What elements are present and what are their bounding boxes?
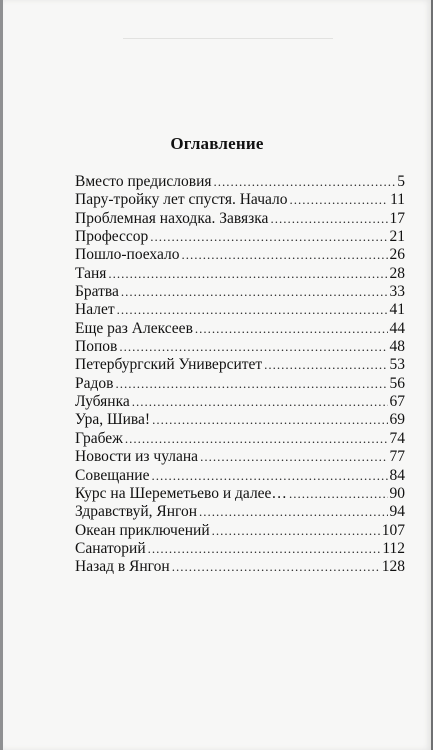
toc-dot-leader [152, 411, 387, 429]
toc-entry-label: Здравствуй, Янгон [75, 503, 198, 521]
toc-entry-page: 53 [389, 356, 405, 374]
toc-entry-page: 74 [389, 429, 405, 447]
toc-entry-page: 21 [389, 228, 405, 246]
toc-entry [75, 301, 405, 319]
toc-entry-page: 69 [389, 411, 405, 429]
toc-dot-leader [108, 265, 387, 283]
toc-entry-page: 112 [382, 539, 405, 557]
toc-dot-leader [150, 228, 387, 246]
toc-entry-label: Санаторий [75, 539, 146, 557]
toc-dot-leader [151, 467, 387, 485]
toc-dot-leader [289, 485, 388, 503]
toc-entry-label: Назад в Янгон [75, 558, 170, 576]
toc-entry-label: Грабеж [75, 429, 123, 447]
toc-entry-page: 48 [389, 338, 405, 356]
toc-title: Оглавление [170, 134, 264, 153]
toc-dot-leader [125, 430, 388, 448]
toc-entry-label: Братва [75, 283, 119, 301]
toc-entry-page: 94 [389, 503, 405, 521]
toc-entry-label: Профессор [75, 228, 149, 246]
toc-entry-page: 17 [389, 209, 405, 227]
toc-entry-page: 44 [389, 319, 405, 337]
toc-entry-label: Попов [75, 338, 118, 356]
toc-entry [75, 210, 405, 228]
toc-entry-page: 67 [389, 393, 405, 411]
toc-entry-label: Курс на Шереметьево и далее… [75, 484, 287, 502]
toc-dot-leader [121, 283, 388, 301]
toc-entry [75, 356, 405, 374]
toc-dot-leader [172, 558, 380, 576]
toc-entry-label: Пошло-поехало [75, 246, 180, 264]
toc-entry [75, 540, 405, 558]
toc-dot-leader [270, 210, 387, 228]
toc-entry [75, 448, 405, 466]
toc-dot-leader [119, 338, 387, 356]
toc-entry-page: 90 [389, 484, 405, 502]
toc-dot-leader [199, 503, 387, 521]
toc-entry-label: Таня [75, 264, 107, 282]
toc-list [75, 173, 405, 577]
toc-entry-label: Еще раз Алексеев [75, 319, 193, 337]
toc-entry-label: Радов [75, 374, 114, 392]
toc-entry [75, 411, 405, 429]
toc-entry [75, 191, 405, 209]
toc-entry [75, 228, 405, 246]
toc-entry-page: 11 [390, 191, 405, 209]
toc-dot-leader [181, 246, 387, 264]
book-page [3, 0, 431, 750]
toc-dot-leader [200, 448, 387, 466]
toc-entry-label: Ура, Шива! [75, 411, 151, 429]
toc-entry [75, 503, 405, 521]
toc-entry-label: Пару-тройку лет спустя. Начало [75, 191, 288, 209]
toc-entry-page: 56 [389, 374, 405, 392]
toc-entry-label: Океан приключений [75, 521, 210, 539]
toc-entry [75, 338, 405, 356]
toc-dot-leader [115, 375, 387, 393]
bleed-through-header-rule [123, 38, 333, 39]
toc-dot-leader [132, 393, 388, 411]
toc-entry-page: 128 [381, 558, 405, 576]
toc-entry-page: 107 [381, 521, 405, 539]
toc-dot-leader [212, 522, 380, 540]
toc-entry [75, 265, 405, 283]
toc-entry-label: Совещание [75, 466, 150, 484]
toc-entry-page: 41 [389, 301, 405, 319]
toc-entry [75, 522, 405, 540]
toc-entry [75, 283, 405, 301]
toc-entry-label: Петербургский Университет [75, 356, 263, 374]
toc-entry-page: 28 [389, 264, 405, 282]
toc-entry [75, 375, 405, 393]
toc-entry-label: Налет [75, 301, 115, 319]
toc-entry [75, 430, 405, 448]
toc-dot-leader [264, 356, 387, 374]
toc-entry-label: Проблемная находка. Завязка [75, 209, 269, 227]
toc-entry-page: 84 [389, 466, 405, 484]
toc-entry [75, 467, 405, 485]
toc-entry-label: Лубянка [75, 393, 130, 411]
toc-entry [75, 320, 405, 338]
toc-entry [75, 246, 405, 264]
toc-entry [75, 173, 405, 191]
toc-entry [75, 393, 405, 411]
toc-dot-leader [214, 173, 396, 191]
toc-entry-page: 33 [389, 283, 405, 301]
toc-dot-leader [117, 301, 388, 319]
toc-dot-leader [195, 320, 388, 338]
toc-dot-leader [148, 540, 381, 558]
toc-entry-label: Вместо предисловия [75, 173, 212, 190]
toc-entry [75, 485, 405, 503]
toc-entry-page: 77 [389, 448, 405, 466]
toc-entry-page: 26 [389, 246, 405, 264]
toc-entry [75, 558, 405, 576]
toc-entry-label: Новости из чулана [75, 448, 199, 466]
toc-dot-leader [290, 191, 389, 209]
toc-entry-page: 5 [397, 173, 405, 190]
